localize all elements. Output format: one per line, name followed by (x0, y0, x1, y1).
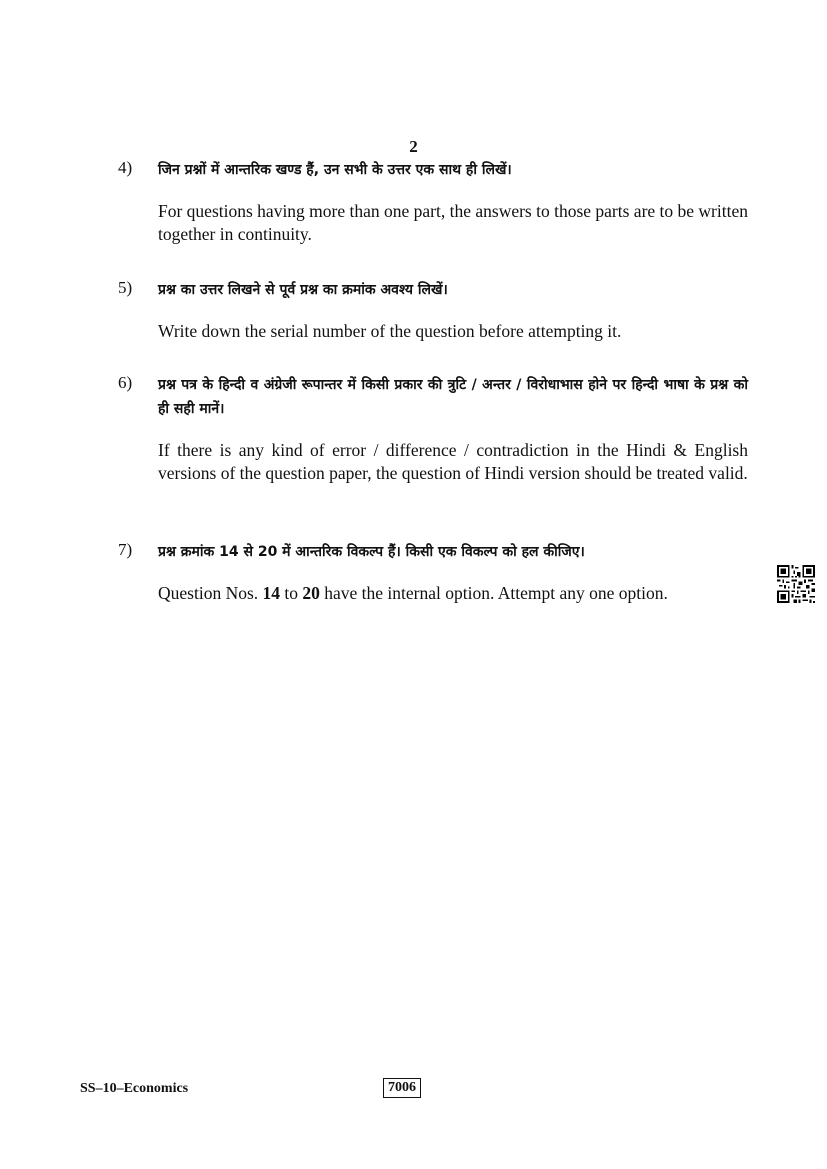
instruction-hindi-text: जिन प्रश्नों में आन्तरिक खण्ड हैं, उन सभी के उत्तर एक साथ ही लिखें। (158, 162, 512, 178)
english-question-to: 20 (302, 583, 320, 603)
instruction-english-text (158, 582, 748, 605)
instruction-number: 5) (118, 278, 133, 297)
hindi-question-from: 14 (219, 544, 239, 560)
english-text-part: have the internal option. Attempt any one option. (319, 583, 668, 603)
instruction-hindi-text: प्रश्न पत्र के हिन्दी व अंग्रेजी रूपान्तर में किसी प्रकार की त्रुटि / अन्तर / विरोधाभास होने पर हिन्दी भाषा के प्रश्न को ही सही मानें। (158, 377, 748, 417)
instruction-5 (118, 278, 748, 343)
english-question-from: 14 (262, 583, 281, 603)
instruction-hindi-text (158, 540, 748, 564)
footer-boxed-code: 7006 (383, 1078, 421, 1098)
english-text-part: to (280, 583, 303, 603)
footer-paper-code: SS–10–Economics (80, 1081, 189, 1096)
instruction-number: 7) (118, 540, 133, 559)
instruction-english-text: Write down the serial number of the question before attempting it. (158, 321, 622, 341)
instruction-number: 6) (118, 373, 133, 392)
instruction-7 (118, 540, 748, 605)
instruction-english-text: For questions having more than one part, the answers to those parts are to be written together in continuity. (158, 201, 748, 244)
hindi-text-part: में आन्तरिक विकल्प हैं। किसी एक विकल्प को हल कीजिए। (277, 544, 585, 560)
english-text-part: Question Nos. (158, 583, 263, 603)
qr-code-icon (777, 565, 815, 603)
instruction-number: 4) (118, 158, 133, 177)
instruction-4 (118, 158, 748, 246)
hindi-text-part: से (238, 544, 258, 560)
instruction-english-text: If there is any kind of error / difference / contradiction in the Hindi & English versions of the question paper, the question of Hindi version should be treated valid. (158, 440, 748, 483)
instruction-6 (118, 373, 748, 485)
hindi-text-part: प्रश्न क्रमांक (158, 544, 220, 560)
page-number: 2 (409, 137, 418, 156)
hindi-question-to: 20 (257, 544, 278, 560)
instruction-hindi-text: प्रश्न का उत्तर लिखने से पूर्व प्रश्न का क्रमांक अवश्य लिखें। (158, 282, 448, 298)
